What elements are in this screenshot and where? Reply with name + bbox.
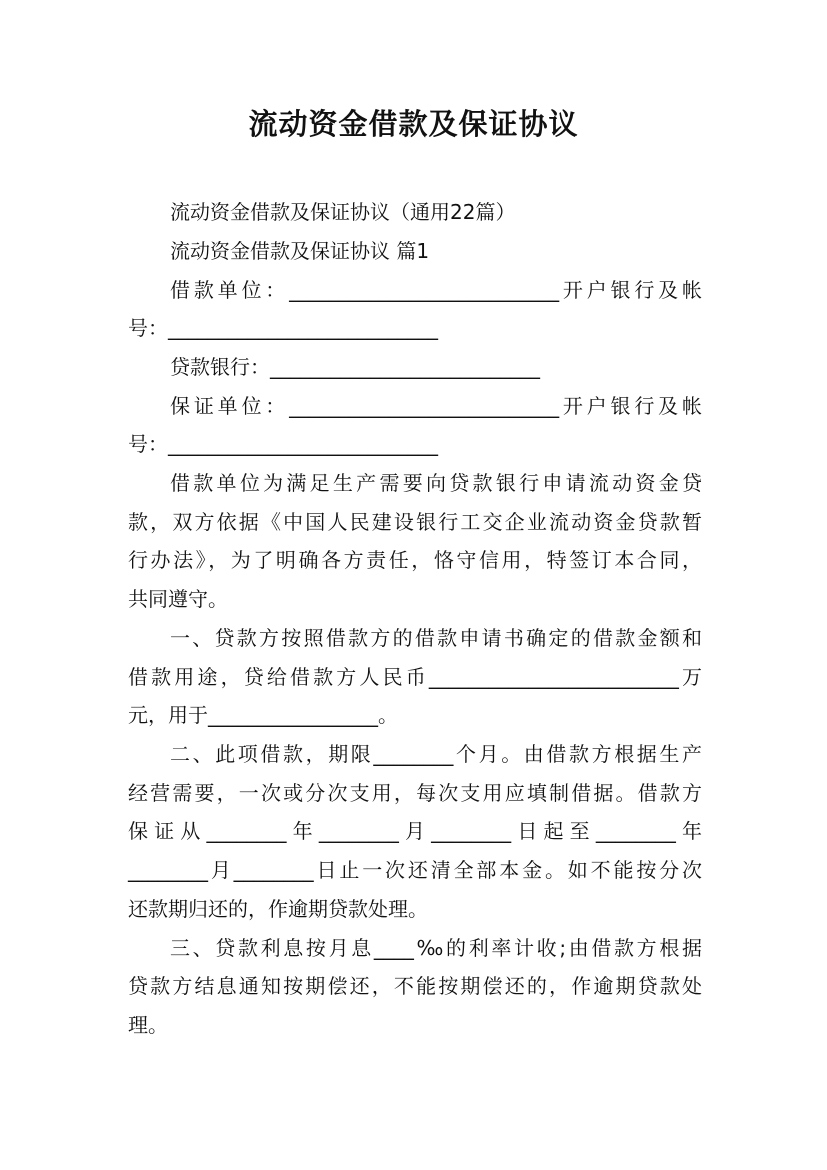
paragraph-line: 共同遵守。 — [128, 587, 228, 611]
clause-3-line: 贷款方结息通知按期偿还，不能按期偿还的，作逾期贷款处 — [128, 974, 702, 998]
borrower-field: 借款单位：___________________________开户银行及帐 — [170, 278, 702, 302]
paragraph-line: 行办法》，为了明确各方责任，恪守信用，特签订本合同， — [128, 548, 702, 572]
section-heading: 流动资金借款及保证协议 篇1 — [170, 239, 430, 263]
clause-2-line: 经营需要，一次或分次支用，每次支用应填制借据。借款方 — [128, 781, 702, 805]
paragraph-line: 借款单位为满足生产需要向贷款银行申请流动资金贷 — [170, 471, 702, 495]
clause-2-line: ________月________日止一次还清全部本金。如不能按分次 — [128, 858, 702, 882]
document-title: 流动资金借款及保证协议 — [248, 107, 579, 141]
guarantor-account-field: 号：___________________________ — [128, 432, 438, 456]
lender-bank-field: 贷款银行：___________________________ — [170, 355, 540, 379]
clause-3-line: 三、贷款利息按月息____‰的利率计收;由借款方根据 — [170, 936, 702, 960]
paragraph-line: 款，双方依据《中国人民建设银行工交企业流动资金贷款暂 — [128, 510, 702, 534]
clause-1-line: 元，用于_________________。 — [128, 703, 398, 727]
clause-2-line: 保证从________年________月________日起至________年 — [128, 819, 702, 843]
clause-2-line: 还款期归还的，作逾期贷款处理。 — [128, 897, 428, 921]
clause-2-line: 二、此项借款，期限________个月。由借款方根据生产 — [170, 742, 702, 766]
subtitle-line: 流动资金借款及保证协议（通用22篇） — [170, 200, 516, 224]
guarantor-field: 保证单位：___________________________开户银行及帐 — [170, 394, 702, 418]
clause-1-line: 一、贷款方按照借款方的借款申请书确定的借款金额和 — [170, 626, 702, 650]
borrower-account-field: 号：___________________________ — [128, 316, 438, 340]
clause-1-line: 借款用途，贷给借款方人民币_________________________万 — [128, 665, 702, 689]
clause-3-line: 理。 — [128, 1013, 168, 1037]
